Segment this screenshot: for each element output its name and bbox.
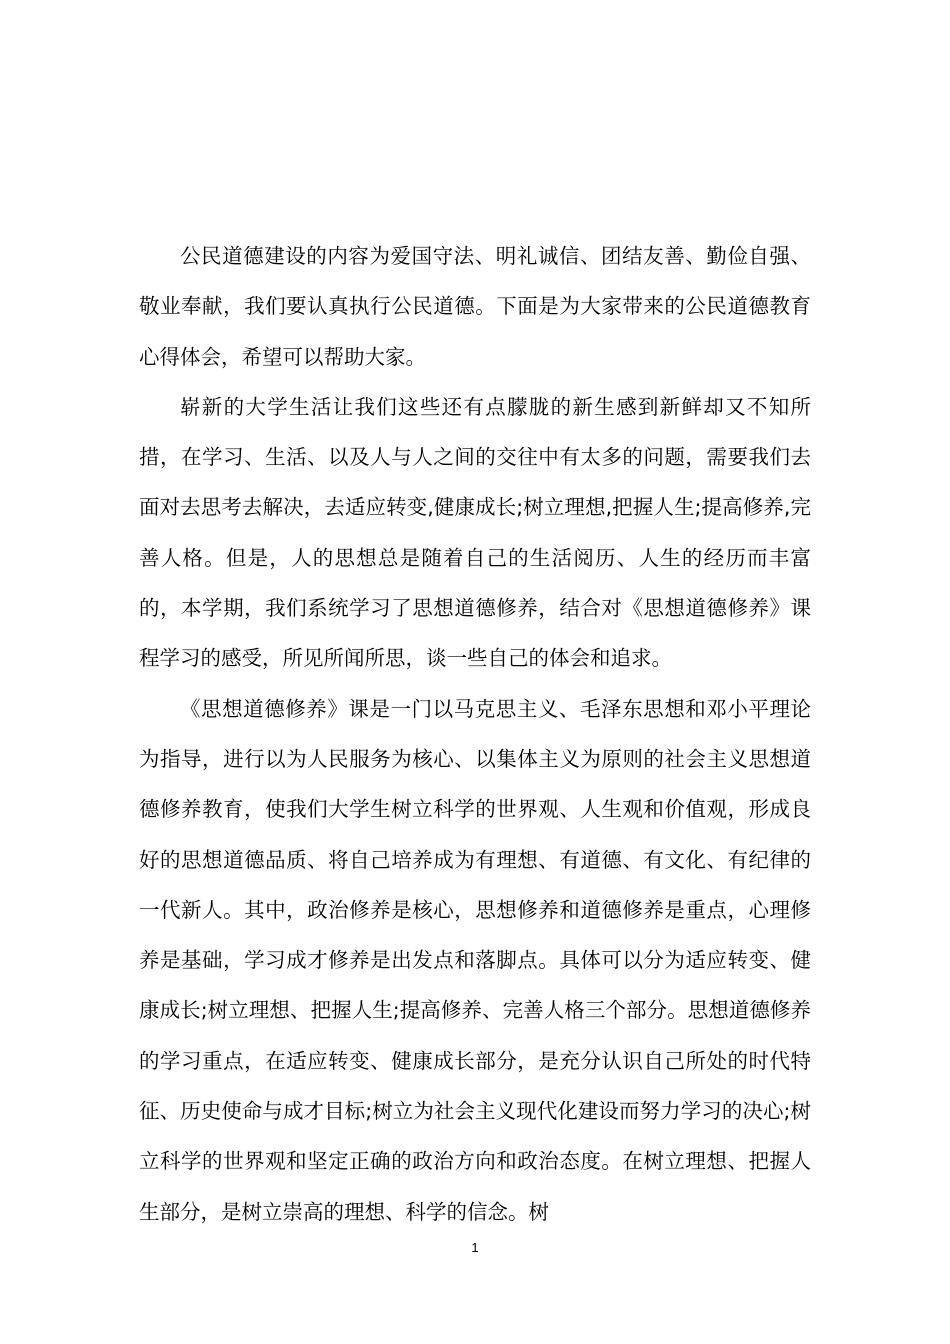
document-body — [139, 231, 811, 1237]
paragraph-2: 崭新的大学生活让我们这些还有点朦胧的新生感到新鲜却又不知所措，在学习、生活、以及人与人之间的交往中有太多的问题，需要我们去面对去思考去解决，去适应转变,健康成长;树立理想,把握人生;提高修养,完善人格。但是，人的思想总是随着自己的生活阅历、人生的经历而丰富的，本学期，我们系统学习了思想道德修养，结合对《思想道德修养》课程学习的感受，所见所闻所思，谈一些自己的体会和追求。 — [139, 394, 811, 671]
paragraph-3: 《思想道德修养》课是一门以马克思主义、毛泽东思想和邓小平理论为指导，进行以为人民服务为核心、以集体主义为原则的社会主义思想道德修养教育，使我们大学生树立科学的世界观、人生观和价值观，形成良好的思想道德品质、将自己培养成为有理想、有道德、有文化、有纪律的一代新人。其中，政治修养是核心，思想修养和道德修养是重点，心理修养是基础，学习成才修养是出发点和落脚点。具体可以分为适应转变、健康成长;树立理想、把握人生;提高修养、完善人格三个部分。思想道德修养的学习重点，在适应转变、健康成长部分，是充分认识自己所处的时代特征、历史使命与成才目标;树立为社会主义现代化建设而努力学习的决心;树立科学的世界观和坚定正确的政治方向和政治态度。在树立理想、把握人生部分，是树立崇高的理想、科学的信念。树 — [139, 696, 811, 1224]
page-number: 1 — [471, 1240, 479, 1255]
paragraph-1: 公民道德建设的内容为爱国守法、明礼诚信、团结友善、勤俭自强、敬业奉献，我们要认真执行公民道德。下面是为大家带来的公民道德教育心得体会，希望可以帮助大家。 — [139, 244, 811, 369]
